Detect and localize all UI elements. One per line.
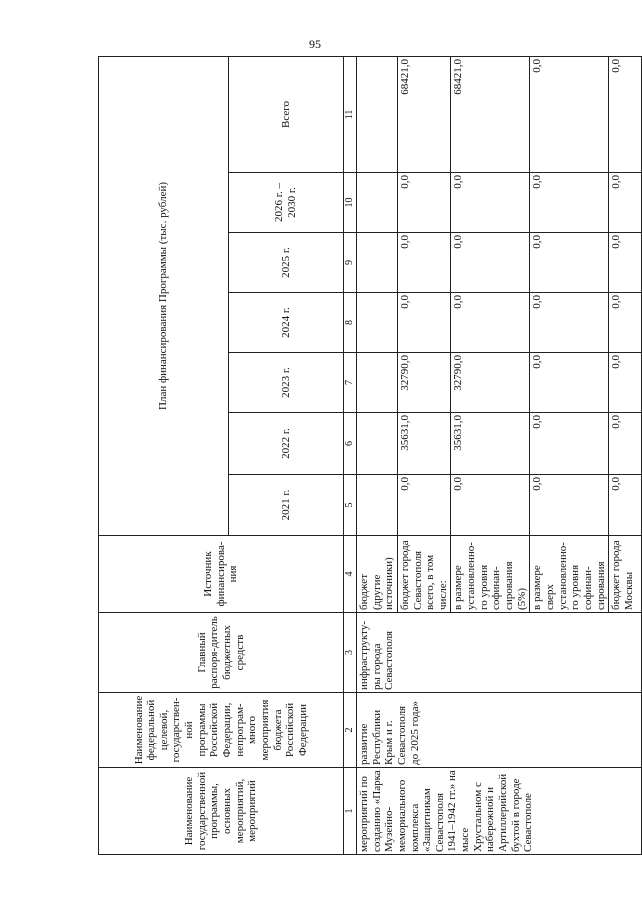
value-cell: 0,0 xyxy=(530,293,609,353)
header-col3: Главный распоря-дитель бюджетных средств xyxy=(99,613,344,693)
column-number: 10 xyxy=(344,173,357,233)
column-number-row xyxy=(344,56,357,854)
measure-name: мероприятий по созданию «Парка Музейно-мемориального комплекса «Защитникам Севастополя 1941–1942 гг.» на мысе Хрустальном с набережной и Артиллерийской бухтой в городе Севастополе xyxy=(357,768,642,855)
financing-table xyxy=(98,56,642,855)
column-number: 11 xyxy=(344,56,357,172)
header-year-2021: 2021 г. xyxy=(229,475,344,536)
header-year-2025: 2025 г. xyxy=(229,233,344,293)
value-cell: 0,0 xyxy=(609,56,642,172)
header-year-2023: 2023 г. xyxy=(229,353,344,413)
value-cell: 0,0 xyxy=(609,173,642,233)
column-number: 5 xyxy=(344,475,357,536)
funding-source: бюджет города Москвы xyxy=(609,536,642,613)
value-cell: 0,0 xyxy=(451,475,530,536)
funding-source: бюджет (другие источники) xyxy=(357,536,398,613)
value-cell xyxy=(357,413,398,475)
value-cell: 0,0 xyxy=(397,233,451,293)
table-row xyxy=(357,56,398,854)
value-cell: 0,0 xyxy=(609,353,642,413)
value-cell: 0,0 xyxy=(530,56,609,172)
value-cell: 0,0 xyxy=(530,353,609,413)
value-cell: 0,0 xyxy=(609,233,642,293)
header-year-2024: 2024 г. xyxy=(229,293,344,353)
budget-administrator: инфраструкту-ры города Севастополя xyxy=(357,613,642,693)
header-year-2022: 2022 г. xyxy=(229,413,344,475)
column-number: 4 xyxy=(344,536,357,613)
value-cell: 0,0 xyxy=(609,293,642,353)
value-cell xyxy=(357,353,398,413)
page-number: 95 xyxy=(309,37,321,51)
header-row-top xyxy=(99,56,229,854)
column-number: 8 xyxy=(344,293,357,353)
column-number: 7 xyxy=(344,353,357,413)
value-cell: 32790,0 xyxy=(451,353,530,413)
column-number: 6 xyxy=(344,413,357,475)
value-cell: 0,0 xyxy=(609,475,642,536)
column-number: 1 xyxy=(344,768,357,855)
header-year-2026-2030: 2026 г. – 2030 г. xyxy=(229,173,344,233)
value-cell: 0,0 xyxy=(451,233,530,293)
value-cell: 0,0 xyxy=(397,293,451,353)
column-number: 3 xyxy=(344,613,357,693)
header-col1: Наименование государственной программы, основных мероприятий, мероприятий xyxy=(99,768,344,855)
program-name: развитие Республики Крым и г. Севастополя до 2025 года» xyxy=(357,693,642,768)
header-col2: Наименование федеральной целевой, государствен-ной программы Российской Федерации, непрограм-много мероприятия бюджета Российской Федерации xyxy=(99,693,344,768)
funding-source: в размере сверх установленно-го уровня софинан-сирования xyxy=(530,536,609,613)
value-cell: 0,0 xyxy=(530,233,609,293)
value-cell: 0,0 xyxy=(451,173,530,233)
value-cell xyxy=(357,173,398,233)
value-cell: 0,0 xyxy=(397,173,451,233)
rotated-table-container xyxy=(98,57,635,855)
rotated-table xyxy=(98,57,635,855)
funding-source: в размере установленно-го уровня софинан-сирования (5%) xyxy=(451,536,530,613)
value-cell: 0,0 xyxy=(530,173,609,233)
column-number: 2 xyxy=(344,693,357,768)
value-cell: 0,0 xyxy=(451,293,530,353)
value-cell xyxy=(357,293,398,353)
header-plan: План финансирования Программы (тыс. рублей) xyxy=(99,56,229,535)
column-number: 9 xyxy=(344,233,357,293)
header-col4: Источник финансирова-ния xyxy=(99,536,344,613)
value-cell xyxy=(357,475,398,536)
value-cell: 0,0 xyxy=(397,475,451,536)
funding-source: бюджет города Севастополя всего, в том числе: xyxy=(397,536,451,613)
value-cell: 32790,0 xyxy=(397,353,451,413)
value-cell xyxy=(357,56,398,172)
value-cell: 0,0 xyxy=(609,413,642,475)
value-cell: 68421,0 xyxy=(397,56,451,172)
value-cell: 68421,0 xyxy=(451,56,530,172)
value-cell: 35631,0 xyxy=(397,413,451,475)
value-cell: 0,0 xyxy=(530,475,609,536)
value-cell xyxy=(357,233,398,293)
value-cell: 0,0 xyxy=(530,413,609,475)
value-cell: 35631,0 xyxy=(451,413,530,475)
header-total: Всего xyxy=(229,56,344,172)
